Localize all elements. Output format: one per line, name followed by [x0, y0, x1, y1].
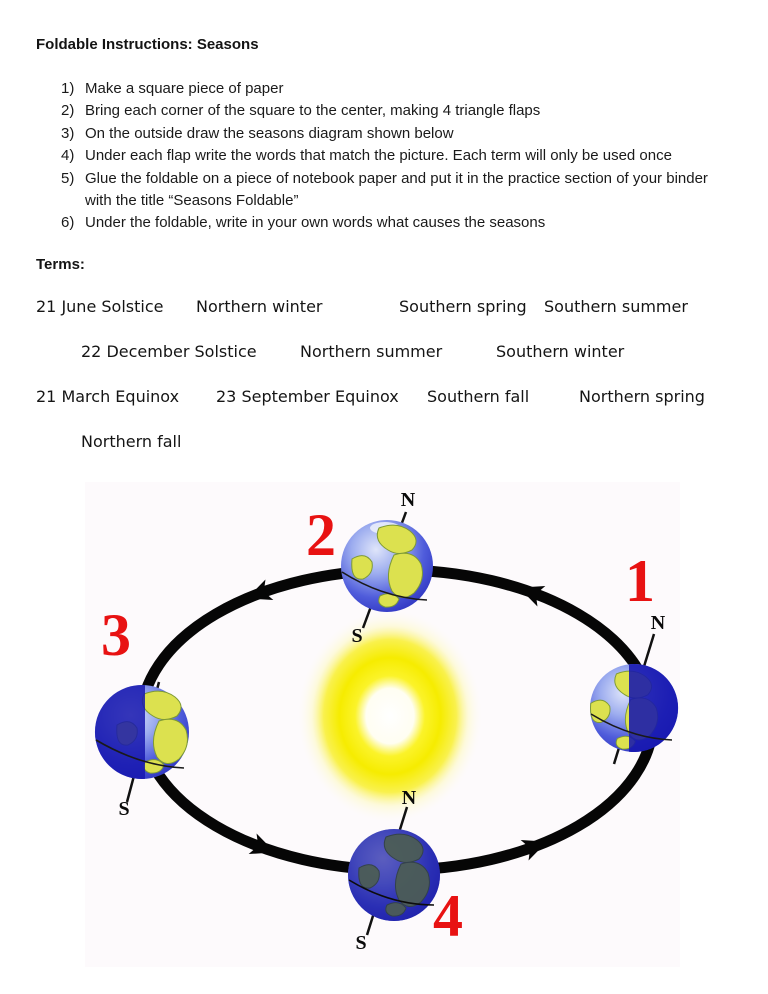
instruction-number: 4)	[61, 147, 75, 165]
instruction-item	[61, 100, 721, 122]
term-december-solstice: 22 December Solstice	[81, 342, 257, 361]
instruction-number: 6)	[61, 214, 75, 232]
page-title: Foldable Instructions: Seasons	[36, 36, 259, 53]
term-southern-fall: Southern fall	[427, 387, 530, 406]
position-number-1: 1	[625, 548, 655, 614]
terms-heading: Terms:	[36, 256, 85, 273]
term-september-equinox: 23 September Equinox	[216, 387, 399, 406]
term-june-solstice: 21 June Solstice	[36, 297, 164, 316]
north-pole-label: N	[400, 489, 416, 511]
south-pole-label: S	[118, 798, 130, 820]
position-number-4: 4	[433, 883, 463, 949]
instruction-number: 5)	[61, 169, 75, 187]
instruction-text: Make a square piece of paper	[85, 80, 284, 97]
night-shade	[348, 829, 440, 921]
instruction-item	[61, 123, 721, 145]
instruction-item	[61, 78, 721, 100]
north-pole-label: N	[401, 787, 417, 809]
term-northern-winter: Northern winter	[196, 297, 323, 316]
position-number-3: 3	[101, 602, 131, 668]
term-southern-spring: Southern spring	[399, 297, 527, 316]
position-number-2: 2	[306, 502, 336, 568]
instruction-text: On the outside draw the seasons diagram shown below	[85, 124, 454, 142]
instruction-text: Under the foldable, write in your own words what causes the seasons	[85, 214, 546, 232]
term-southern-summer: Southern summer	[544, 297, 688, 316]
instruction-number: 2)	[61, 102, 75, 120]
term-march-equinox: 21 March Equinox	[36, 387, 180, 406]
term-northern-fall: Northern fall	[81, 432, 182, 451]
instruction-item	[61, 168, 721, 213]
term-northern-spring: Northern spring	[579, 387, 705, 406]
term-northern-summer: Northern summer	[300, 342, 443, 361]
instruction-number: 1)	[61, 80, 75, 97]
instruction-number: 3)	[61, 124, 75, 142]
south-pole-label: S	[355, 932, 367, 954]
instructions-list	[61, 78, 721, 235]
instruction-text: Under each flap write the words that match the picture. Each term will only be used once	[85, 147, 672, 165]
instruction-text: Glue the foldable on a piece of notebook paper and put it in the practice section of your binder with the title “Seasons Foldable”	[85, 169, 708, 210]
sun	[298, 610, 482, 822]
north-pole-label: N	[650, 612, 666, 634]
instruction-item	[61, 145, 721, 167]
seasons-orbit-diagram	[85, 482, 680, 967]
south-pole-label: S	[351, 625, 363, 647]
term-southern-winter: Southern winter	[496, 342, 625, 361]
instruction-item	[61, 212, 721, 234]
instruction-text: Bring each corner of the square to the center, making 4 triangle flaps	[85, 102, 541, 120]
